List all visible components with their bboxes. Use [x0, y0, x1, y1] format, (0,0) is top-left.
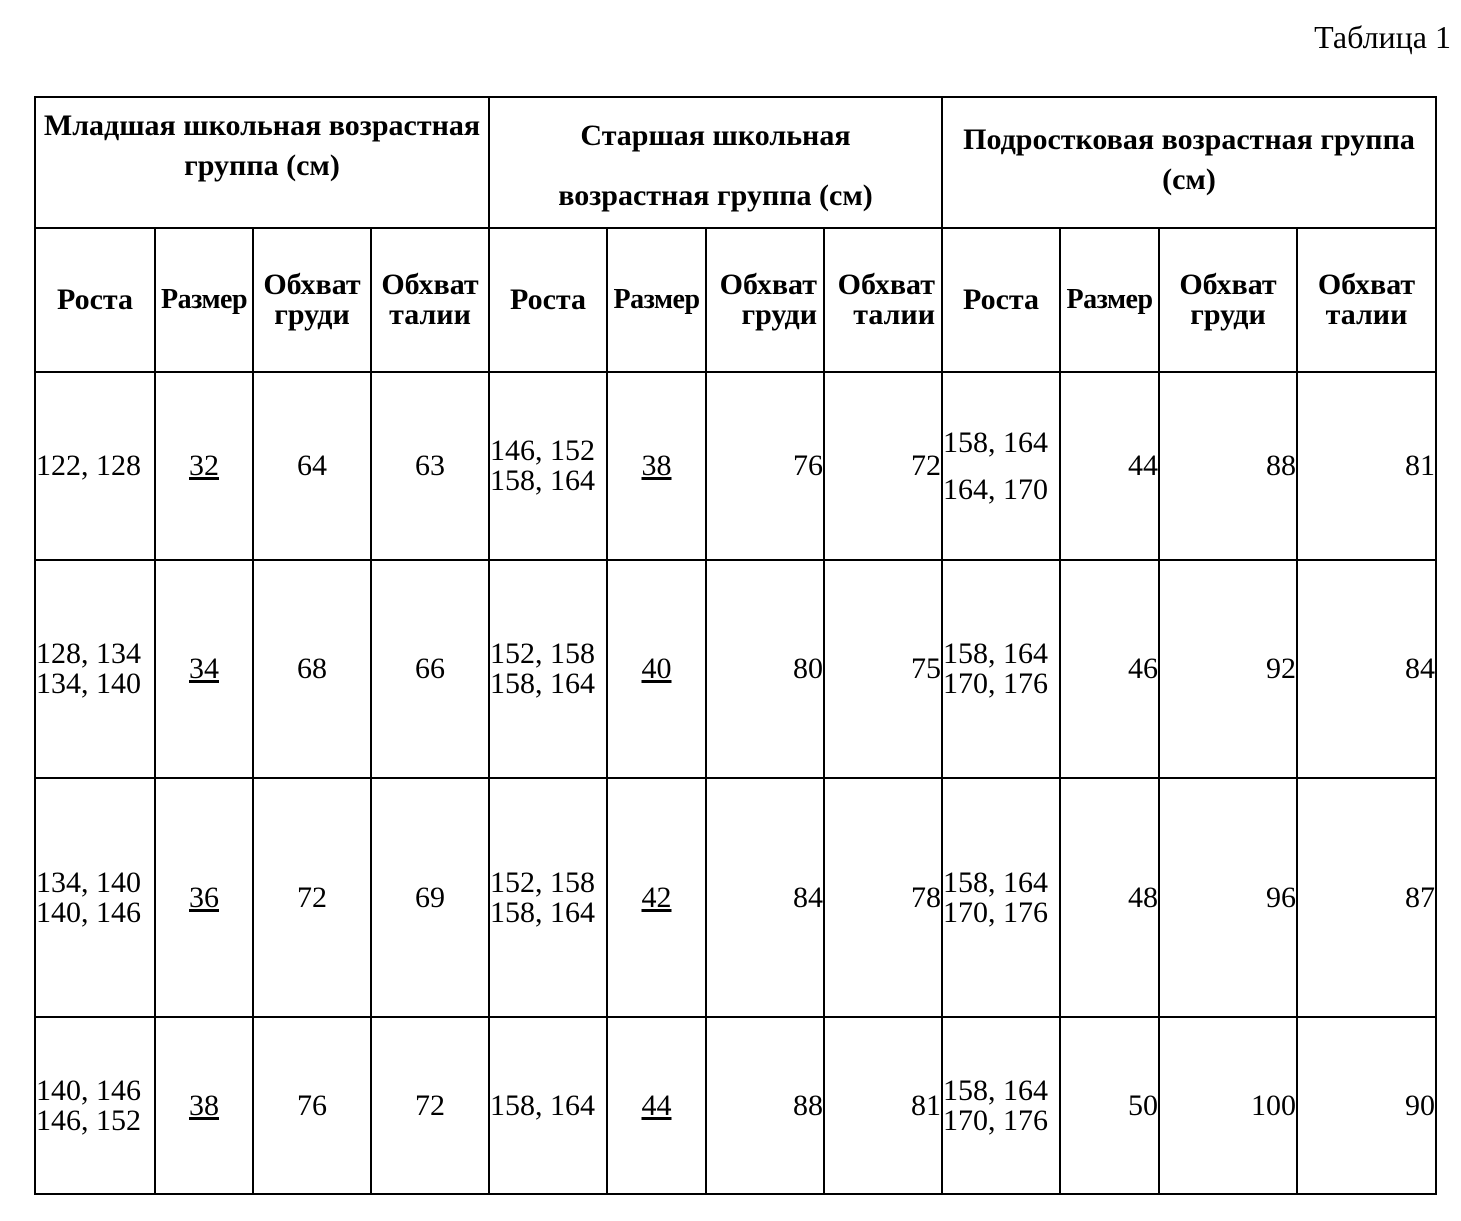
size-cell — [155, 372, 253, 560]
column-header-waist — [371, 228, 489, 372]
column-header-chest-line1: Обхват — [719, 268, 817, 301]
waist-cell: 84 — [1297, 560, 1436, 778]
size-cell — [607, 560, 706, 778]
size-value: 32 — [189, 449, 219, 482]
height-value: 158, 164 — [943, 865, 1048, 899]
height-value: 146, 152 — [36, 1103, 141, 1137]
height-value: 158, 164 — [490, 464, 595, 497]
group-title-line1: Старшая школьная — [580, 119, 851, 152]
table-row — [35, 372, 1436, 560]
chest-cell: 80 — [706, 560, 824, 778]
size-value: 38 — [641, 449, 672, 482]
column-header-waist-line1: Обхват — [1317, 268, 1416, 301]
waist-cell: 90 — [1297, 1017, 1436, 1194]
column-header-height: Роста — [942, 228, 1060, 372]
column-header-waist-line2: талии — [389, 298, 471, 331]
size-cell: 46 — [1060, 560, 1159, 778]
column-header-waist — [1297, 228, 1436, 372]
group-header-senior — [489, 97, 942, 228]
column-header-waist-line2: талии — [853, 298, 935, 331]
column-header-chest-line1: Обхват — [263, 268, 361, 301]
height-value: 158, 164 — [943, 637, 1048, 670]
column-header-chest — [253, 228, 371, 372]
column-header-size: Размер — [1060, 228, 1159, 372]
waist-cell: 75 — [824, 560, 942, 778]
height-value: 122, 128 — [36, 449, 141, 482]
chest-cell: 92 — [1159, 560, 1297, 778]
height-cell — [35, 1017, 155, 1194]
group-title-line1: Подростковая возрастная группа — [963, 123, 1415, 156]
group-header-row — [35, 97, 1436, 228]
height-value: 158, 164 — [490, 895, 595, 929]
column-header-chest — [706, 228, 824, 372]
height-cell — [489, 1017, 607, 1194]
height-value: 134, 140 — [36, 667, 141, 700]
height-cell — [942, 372, 1060, 560]
group-title-line2: возрастная группа (см) — [558, 179, 873, 212]
height-value: 170, 176 — [943, 667, 1048, 700]
column-header-chest-line1: Обхват — [1179, 268, 1277, 301]
column-header-chest — [1159, 228, 1297, 372]
size-cell — [155, 1017, 253, 1194]
chest-cell: 68 — [253, 560, 371, 778]
waist-cell: 87 — [1297, 778, 1436, 1017]
group-title-line1: Младшая школьная возрастная — [43, 109, 481, 142]
size-value: 42 — [641, 880, 672, 914]
chest-cell: 76 — [706, 372, 824, 560]
size-table — [34, 96, 1437, 1195]
height-cell — [942, 778, 1060, 1017]
column-header-waist-line2: талии — [1325, 298, 1408, 331]
height-value: 146, 152 — [490, 434, 595, 467]
height-value: 152, 158 — [490, 865, 595, 899]
group-title-line2: (см) — [1162, 163, 1216, 196]
column-header-waist-line1: Обхват — [381, 268, 479, 301]
height-value: 158, 164 — [490, 667, 595, 700]
waist-cell: 81 — [824, 1017, 942, 1194]
height-value: 164, 170 — [943, 473, 1048, 506]
height-value: 158, 164 — [943, 1073, 1048, 1107]
size-value: 38 — [189, 1088, 219, 1122]
chest-cell: 88 — [706, 1017, 824, 1194]
chest-cell: 88 — [1159, 372, 1297, 560]
height-cell — [35, 778, 155, 1017]
column-header-height: Роста — [35, 228, 155, 372]
height-cell — [35, 560, 155, 778]
height-value: 134, 140 — [36, 865, 141, 899]
height-value: 140, 146 — [36, 895, 141, 929]
height-value: 152, 158 — [490, 637, 595, 670]
column-header-height: Роста — [489, 228, 607, 372]
column-header-row — [35, 228, 1436, 372]
column-header-waist-line1: Обхват — [837, 268, 935, 301]
chest-cell: 84 — [706, 778, 824, 1017]
size-cell — [607, 372, 706, 560]
size-cell — [607, 1017, 706, 1194]
column-header-size: Размер — [607, 228, 706, 372]
waist-cell: 72 — [371, 1017, 489, 1194]
height-value: 158, 164 — [490, 1088, 595, 1122]
column-header-chest-line2: груди — [741, 298, 817, 331]
height-cell — [35, 372, 155, 560]
chest-cell: 64 — [253, 372, 371, 560]
table-row — [35, 1017, 1436, 1194]
height-cell — [489, 560, 607, 778]
height-value: 140, 146 — [36, 1073, 141, 1107]
size-cell — [155, 778, 253, 1017]
waist-cell: 66 — [371, 560, 489, 778]
height-value: 170, 176 — [943, 1103, 1048, 1137]
size-value: 44 — [641, 1088, 672, 1122]
table-row — [35, 778, 1436, 1017]
size-cell: 44 — [1060, 372, 1159, 560]
size-value: 36 — [189, 880, 219, 914]
size-value: 40 — [641, 652, 672, 685]
size-cell — [155, 560, 253, 778]
size-cell — [607, 778, 706, 1017]
size-value: 34 — [189, 652, 219, 685]
column-header-chest-line2: груди — [1190, 298, 1266, 331]
group-header-junior — [35, 97, 489, 228]
waist-cell: 72 — [824, 372, 942, 560]
waist-cell: 81 — [1297, 372, 1436, 560]
column-header-size: Размер — [155, 228, 253, 372]
column-header-waist — [824, 228, 942, 372]
chest-cell: 76 — [253, 1017, 371, 1194]
height-cell — [942, 560, 1060, 778]
chest-cell: 96 — [1159, 778, 1297, 1017]
height-value: 128, 134 — [36, 637, 141, 670]
height-cell — [489, 372, 607, 560]
table-row — [35, 560, 1436, 778]
group-title-line2: группа (см) — [184, 149, 340, 182]
size-cell: 50 — [1060, 1017, 1159, 1194]
size-cell: 48 — [1060, 778, 1159, 1017]
table-caption: Таблица 1 — [1314, 19, 1451, 55]
waist-cell: 69 — [371, 778, 489, 1017]
column-header-chest-line2: груди — [274, 298, 350, 331]
waist-cell: 63 — [371, 372, 489, 560]
chest-cell: 72 — [253, 778, 371, 1017]
chest-cell: 100 — [1159, 1017, 1297, 1194]
height-value: 170, 176 — [943, 895, 1048, 929]
height-cell — [942, 1017, 1060, 1194]
group-header-teen — [942, 97, 1436, 228]
height-cell — [489, 778, 607, 1017]
waist-cell: 78 — [824, 778, 942, 1017]
height-value: 158, 164 — [943, 426, 1048, 459]
